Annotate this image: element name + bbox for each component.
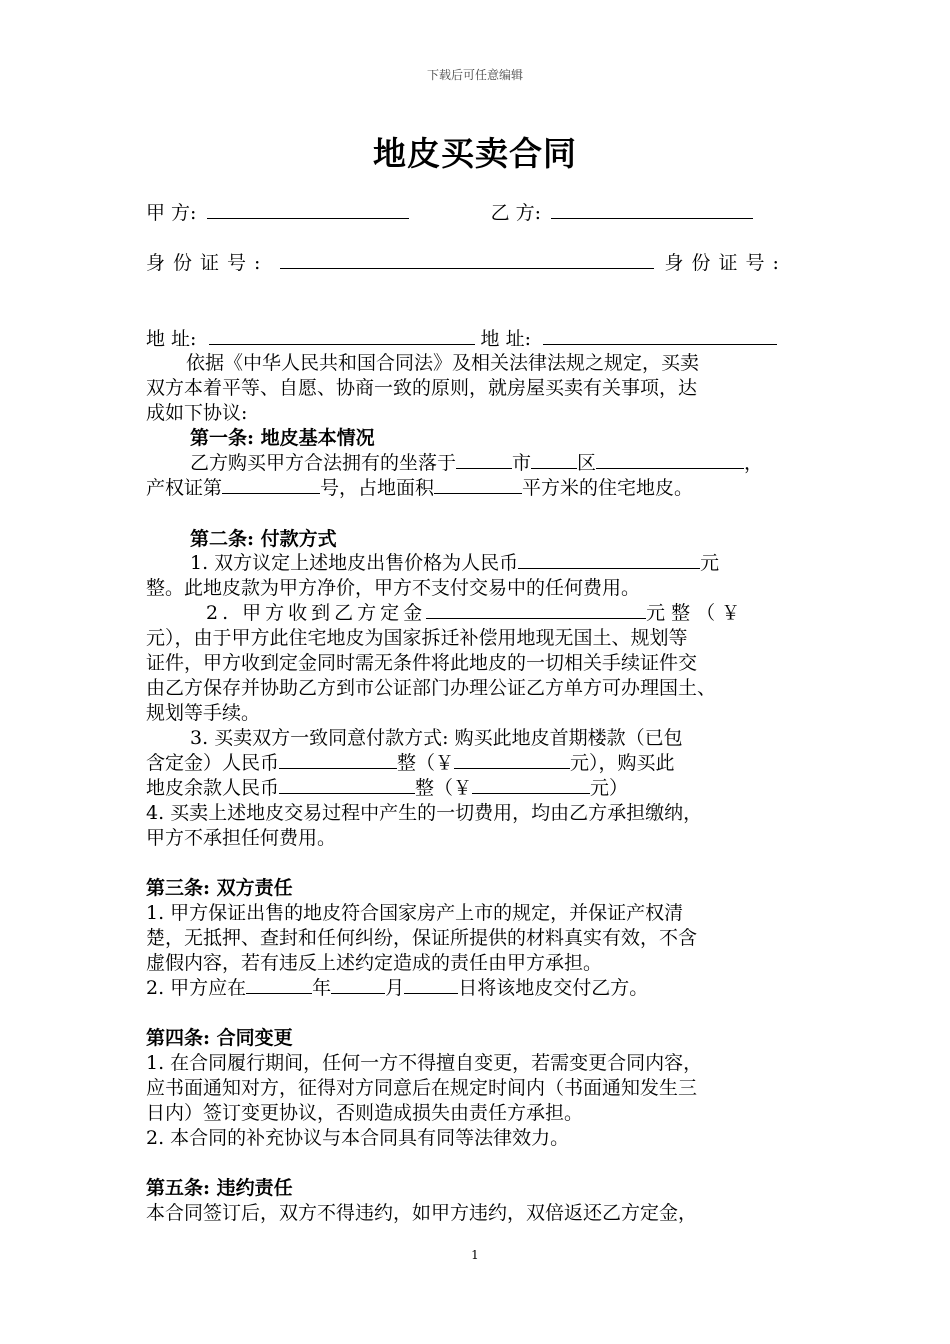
- article-2-p1-line-2: 整。此地皮款为甲方净价，甲方不支付交易中的任何费用。: [146, 577, 641, 599]
- first-payment-blank[interactable]: [279, 750, 397, 769]
- year-blank[interactable]: [246, 975, 312, 994]
- address-a-label: 地 址:: [146, 328, 197, 350]
- article-1-text-b: 市: [512, 452, 532, 474]
- city-blank[interactable]: [456, 450, 512, 469]
- article-1-text-e: 产权证第: [146, 477, 223, 499]
- article-2-p2-line-5: 规划等手续。: [146, 702, 261, 724]
- article-2-p3-text-d: 元），购买此: [570, 752, 675, 774]
- id-a-blank[interactable]: [280, 250, 654, 269]
- article-2-p1-text-a: 1. 双方议定上述地皮出售价格为人民币: [190, 552, 519, 574]
- article-2-p3-line-3: [146, 775, 628, 801]
- balance-blank[interactable]: [279, 775, 415, 794]
- article-1-text-f: 号，占地面积: [320, 477, 435, 499]
- id-b-label: 身份证号:: [664, 252, 787, 274]
- party-b-label: 乙 方:: [490, 202, 542, 224]
- intro-line-1: 依据《中华人民共和国合同法》及相关法律法规之规定，买卖: [186, 352, 700, 374]
- article-1-text-d: ，: [744, 452, 764, 474]
- page-number: 1: [471, 1248, 479, 1262]
- article-2-p2-text-b: 元整（￥: [646, 602, 747, 624]
- article-2-p3-text-c: 整（￥: [397, 752, 455, 774]
- first-payment-yuan-blank[interactable]: [454, 750, 570, 769]
- article-2-p3-text-f: 整（￥: [415, 777, 473, 799]
- article-2-p2-line-2: 元），由于甲方此住宅地皮为国家拆迁补偿用地现无国土、规划等: [146, 627, 688, 649]
- price-blank[interactable]: [518, 550, 700, 569]
- party-a-blank[interactable]: [207, 200, 409, 219]
- article-2-p1-text-b: 元: [700, 552, 720, 574]
- intro-line-2: 双方本着平等、自愿、协商一致的原则，就房屋买卖有关事项，达: [146, 377, 698, 399]
- certificate-number-blank[interactable]: [222, 475, 320, 494]
- balance-yuan-blank[interactable]: [472, 775, 590, 794]
- deposit-blank[interactable]: [426, 600, 646, 619]
- article-5-p1-line: 本合同签订后，双方不得违约，如甲方违约，双倍返还乙方定金，: [146, 1202, 698, 1224]
- page-header: 下载后可任意编辑: [426, 68, 523, 82]
- party-line: [146, 200, 753, 226]
- article-2-p3-line-1: 3. 买卖双方一致同意付款方式: 购买此地皮首期楼款（已包: [190, 727, 683, 749]
- article-2-p4-line-2: 甲方不承担任何费用。: [146, 827, 337, 849]
- article-2-p3-text-b: 含定金）人民币: [146, 752, 280, 774]
- article-4-p1-line-3: 日内）签订变更协议，否则造成损失由责任方承担。: [146, 1102, 584, 1124]
- article-5-heading: 第五条: 违约责任: [146, 1177, 293, 1199]
- document-title: 地皮买卖合同: [373, 134, 577, 173]
- article-2-p3-text-e: 地皮余款人民币: [146, 777, 280, 799]
- article-2-heading: 第二条: 付款方式: [190, 528, 337, 550]
- article-3-p2-text-b: 年: [312, 977, 332, 999]
- party-b-blank[interactable]: [551, 200, 753, 219]
- address-line: [146, 326, 777, 352]
- article-2-p3-line-2: [146, 750, 675, 776]
- article-3-p2-text-a: 2. 甲方应在: [146, 977, 247, 999]
- article-2-p3-text-g: 元）: [590, 777, 629, 799]
- article-4-p2-line: 2. 本合同的补充协议与本合同具有同等法律效力。: [146, 1127, 570, 1149]
- area-blank[interactable]: [434, 475, 522, 494]
- article-3-heading: 第三条: 双方责任: [146, 877, 293, 899]
- article-2-p2-text-a: 2. 甲方收到乙方定金: [206, 602, 427, 624]
- address-b-label: 地 址:: [480, 328, 531, 350]
- article-1-text-c: 区: [577, 452, 597, 474]
- article-2-p2-line-4: 由乙方保存并协助乙方到市公证部门办理公证乙方单方可办理国土、: [146, 677, 717, 699]
- article-1-line-2: [146, 475, 693, 501]
- article-3-p1-line-3: 虚假内容，若有违反上述约定造成的责任由甲方承担。: [146, 952, 603, 974]
- article-3-p2-line: [146, 975, 648, 1001]
- article-3-p1-line-1: 1. 甲方保证出售的地皮符合国家房产上市的规定，并保证产权清: [146, 902, 684, 924]
- id-line: [146, 250, 787, 276]
- article-1-text-a: 乙方购买甲方合法拥有的坐落于: [190, 452, 457, 474]
- article-4-p1-line-2: 应书面通知对方，征得对方同意后在规定时间内（书面通知发生三: [146, 1077, 698, 1099]
- article-3-p2-text-c: 月: [385, 977, 405, 999]
- article-3-p2-text-d: 日将该地皮交付乙方。: [458, 977, 649, 999]
- party-a-label: 甲 方:: [146, 202, 197, 224]
- article-4-heading: 第四条: 合同变更: [146, 1027, 293, 1049]
- article-2-p1-line-1: [190, 550, 719, 576]
- article-3-p1-line-2: 楚，无抵押、查封和任何纠纷，保证所提供的材料真实有效，不含: [146, 927, 698, 949]
- article-2-p4-line-1: 4. 买卖上述地皮交易过程中产生的一切费用，均由乙方承担缴纳，: [146, 802, 703, 824]
- day-blank[interactable]: [404, 975, 458, 994]
- district-blank[interactable]: [531, 450, 577, 469]
- article-2-p2-line-1: [206, 600, 746, 626]
- article-1-text-g: 平方米的住宅地皮。: [522, 477, 694, 499]
- article-1-line-1: [190, 450, 763, 476]
- intro-line-3: 成如下协议:: [146, 402, 248, 424]
- address-a-blank[interactable]: [209, 326, 475, 345]
- location-blank[interactable]: [596, 450, 744, 469]
- article-1-heading: 第一条: 地皮基本情况: [190, 427, 375, 449]
- address-b-blank[interactable]: [543, 326, 777, 345]
- article-2-p2-line-3: 证件，甲方收到定金同时需无条件将此地皮的一切相关手续证件交: [146, 652, 698, 674]
- article-4-p1-line-1: 1. 在合同履行期间，任何一方不得擅自变更，若需变更合同内容，: [146, 1052, 703, 1074]
- month-blank[interactable]: [331, 975, 385, 994]
- id-a-label: 身份证号:: [146, 252, 269, 274]
